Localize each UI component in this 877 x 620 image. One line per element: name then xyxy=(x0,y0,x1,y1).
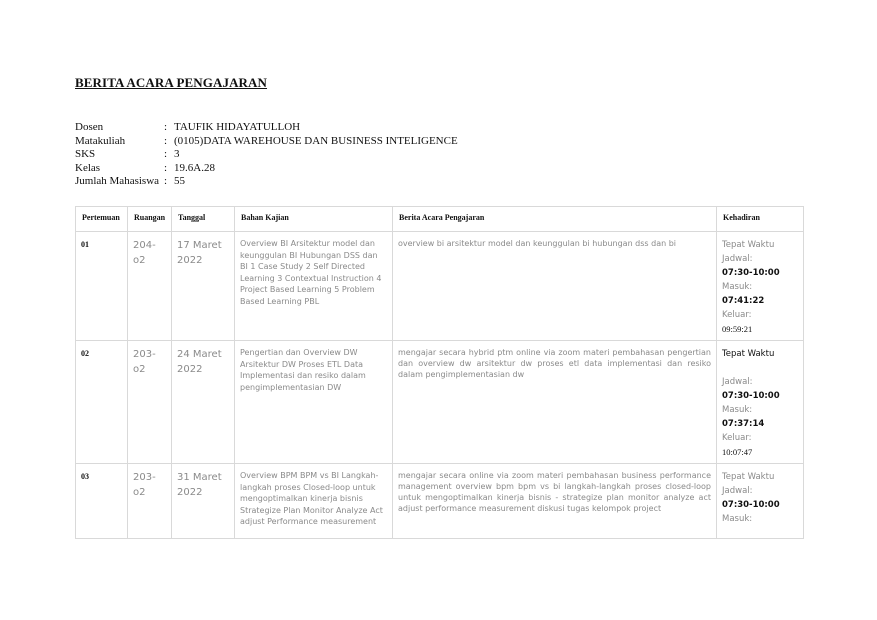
table-row xyxy=(76,232,804,341)
info-value: (0105)DATA WAREHOUSE DAN BUSINESS INTELIGENCE xyxy=(174,134,458,147)
topic-cell: Pengertian dan Overview DW Arsitektur DW Proses ETL Data Implementasi dan resiko dalam pengimplementasian DW xyxy=(235,341,393,464)
attendance-cell xyxy=(717,341,804,464)
meeting-number: 01 xyxy=(76,232,128,341)
attendance-cell xyxy=(717,232,804,341)
date-cell: 31 Maret 2022 xyxy=(172,464,235,539)
info-label: SKS xyxy=(75,148,96,160)
report-cell: mengajar secara online via zoom materi pembahasan business performance management overview bpm bpm vs bi langkah-langkah proses closed-loop untuk mengoptimalkan kinerja bisnis - strategize plan monitor analyze act adjust performance measurement diskusi tugas kelompok project xyxy=(393,464,717,539)
info-colon: : xyxy=(164,148,168,160)
room-cell: 203-o2 xyxy=(128,341,172,464)
info-colon: : xyxy=(164,175,168,187)
check-out-label: Keluar: xyxy=(722,433,752,443)
header-topic: Bahan Kajian xyxy=(235,207,393,232)
attendance-status: Tepat Waktu xyxy=(722,472,775,482)
room-cell: 203-o2 xyxy=(128,464,172,539)
check-in-label: Masuk: xyxy=(722,282,753,292)
check-out-time: 10:07:47 xyxy=(722,447,753,457)
header-date: Tanggal xyxy=(172,207,235,232)
info-value: 19.6A.28 xyxy=(174,161,215,174)
table-row xyxy=(76,341,804,464)
info-label: Dosen xyxy=(75,121,104,133)
topic-cell: Overview BI Arsitektur model dan keunggulan BI Hubungan DSS dan BI 1 Case Study 2 Self Directed Learning 3 Contextual Instruction 4 Project Based Learning 5 Problem Based Learning PBL xyxy=(235,232,393,341)
header-report: Berita Acara Pengajaran xyxy=(393,207,717,232)
info-value: TAUFIK HIDAYATULLOH xyxy=(174,121,301,133)
report-cell: overview bi arsitektur model dan keunggulan bi hubungan dss dan bi xyxy=(393,232,717,341)
meeting-number: 02 xyxy=(76,341,128,464)
report-cell: mengajar secara hybrid ptm online via zoom materi pembahasan pengertian dan overview dw arsitektur dw proses etl data implementasi dan resiko dalam pengimplementasian dw xyxy=(393,341,717,464)
info-row-credits xyxy=(75,148,458,162)
schedule-label: Jadwal: xyxy=(722,254,753,264)
check-in-label: Masuk: xyxy=(722,405,753,415)
info-colon: : xyxy=(164,121,168,133)
info-value: 55 xyxy=(174,175,185,187)
spacer xyxy=(722,361,798,375)
topic-cell: Overview BPM BPM vs BI Langkah-langkah proses Closed-loop untuk mengoptimalkan kinerja bisnis Strategize Plan Monitor Analyze Act adjust Performance measurement xyxy=(235,464,393,539)
info-label: Jumlah Mahasiswa xyxy=(75,175,160,187)
info-value: 3 xyxy=(174,148,180,160)
attendance-status: Tepat Waktu xyxy=(722,240,775,250)
header-attendance: Kehadiran xyxy=(717,207,804,232)
table-row xyxy=(76,464,804,539)
check-out-label: Keluar: xyxy=(722,310,752,320)
header-room: Ruangan xyxy=(128,207,172,232)
info-row-class xyxy=(75,162,458,176)
check-in-time: 07:37:14 xyxy=(722,419,765,429)
check-out-time: 09:59:21 xyxy=(722,324,753,334)
schedule-time: 07:30-10:00 xyxy=(722,391,780,401)
attendance-status: Tepat Waktu xyxy=(722,349,775,359)
schedule-time: 07:30-10:00 xyxy=(722,268,780,278)
schedule-time: 07:30-10:00 xyxy=(722,500,780,510)
date-cell: 24 Maret 2022 xyxy=(172,341,235,464)
room-cell: 204-o2 xyxy=(128,232,172,341)
course-info xyxy=(75,121,458,189)
page-title: BERITA ACARA PENGAJARAN xyxy=(75,75,268,90)
schedule-label: Jadwal: xyxy=(722,377,753,387)
check-in-time: 07:41:22 xyxy=(722,296,765,306)
info-row-course xyxy=(75,135,458,149)
info-row-lecturer xyxy=(75,121,458,135)
info-row-students xyxy=(75,175,458,189)
teaching-record-table xyxy=(75,206,804,539)
info-colon: : xyxy=(164,161,168,174)
table-header-row xyxy=(76,207,804,232)
info-label: Matakuliah xyxy=(75,134,126,147)
schedule-label: Jadwal: xyxy=(722,486,753,496)
header-meeting: Pertemuan xyxy=(76,207,128,232)
meeting-number: 03 xyxy=(76,464,128,539)
check-in-label: Masuk: xyxy=(722,514,753,524)
date-cell: 17 Maret 2022 xyxy=(172,232,235,341)
attendance-cell xyxy=(717,464,804,539)
info-colon: : xyxy=(164,134,168,147)
info-label: Kelas xyxy=(75,161,101,174)
